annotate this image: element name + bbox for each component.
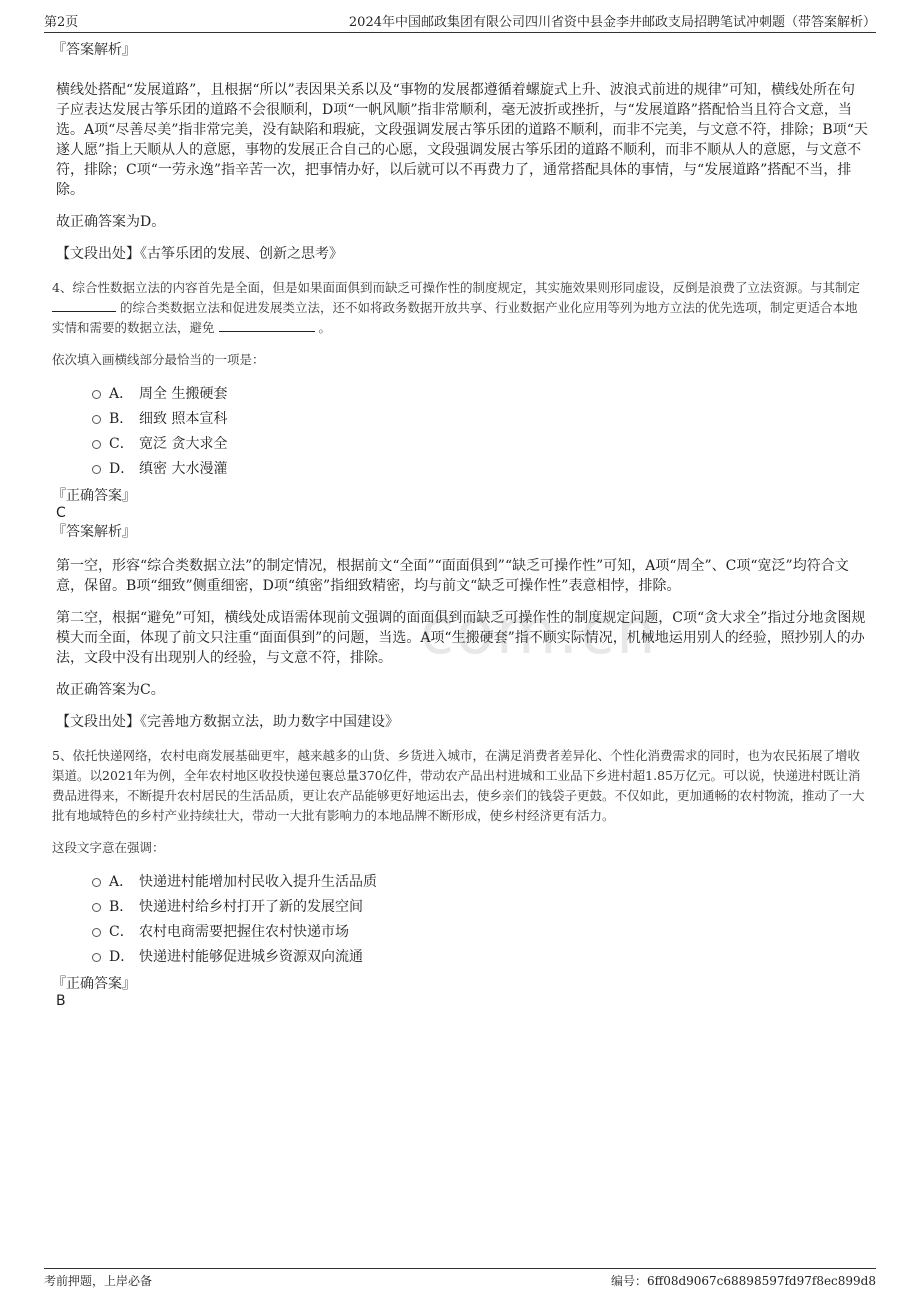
q4-option-a[interactable]: A． 周全 生搬硬套	[92, 382, 868, 407]
q4-options	[92, 382, 868, 482]
q4-stem-part2: 的综合类数据立法和促进发展类立法，还不如将政务数据开放共享、行业数据产业化应用等列为地方立法的优先选项，制定更适合本地实情和需要的数据立法，避免	[52, 300, 858, 335]
q4-option-b[interactable]: B． 细致 照本宣科	[92, 407, 868, 432]
q5-stem: 5、依托快递网络，农村电商发展基础更牢，越来越多的山货、乡货进入城市，在满足消费者差异化、个性化消费需求的同时，也为农民拓展了增收渠道。以2021年为例，全年农村地区收投快递包裹总量370亿件，带动农产品出村进城和工业品下乡进村超1.85万亿元。可以说，快递进村既让消费品进得来，不断提升农村居民的生活品质，更让农产品能够更好地运出去，使乡亲们的钱袋子更鼓。不仅如此，更加通畅的农村物流，推动了一大批有地域特色的乡村产业持续壮大，带动一大批有影响力的本地品牌不断形成，使乡村经济更有活力。	[52, 748, 865, 823]
q4-stem	[52, 278, 868, 338]
q5-option-a[interactable]: A． 快递进村能增加村民收入提升生活品质	[92, 870, 868, 895]
q4-analysis-2: 第二空，根据“避免”可知，横线处成语需体现前文强调的面面俱到而缺乏可操作性的制度规定问题，C项“贪大求全”指过分地贪图规模大而全面，体现了前文只注重“面面俱到”的问题，当选。A项“生搬硬套”指不顾实际情况，机械地运用别人的经验，照抄别人的办法，文段中没有出现别人的经验，与文意不符，排除。	[56, 610, 866, 666]
q3-analysis: 横线处搭配“发展道路”，且根据“所以”表因果关系以及“事物的发展都遵循着螺旋式上升、波浪式前进的规律”可知，横线处所在句子应表达发展古筝乐团的道路不会很顺利，D项“一帆风顺”指非常顺利，毫无波折或挫折，与“发展道路”搭配恰当且符合文意，当选。A项“尽善尽美”指非常完美，没有缺陷和瑕疵，文段强调发展古筝乐团的道路不顺利，而非不完美，与文意不符，排除；B项“天遂人愿”指上天顺从人的意愿，事物的发展正合自己的心愿，文段强调发展古筝乐团的道路不顺利，而非不顺从人的意愿，与文意不符，排除；C项“一劳永逸”指辛苦一次，把事情办好，以后就可以不再费力了，通常搭配具体的事情，与“发展道路”搭配不当，排除。	[56, 82, 868, 198]
q4-prompt: 依次填入画横线部分最恰当的一项是：	[52, 352, 265, 367]
q5-answer-label: 『正确答案』	[52, 976, 136, 992]
content	[52, 40, 868, 1010]
q5-prompt: 这段文字意在强调：	[52, 840, 165, 855]
q4-source: 【文段出处】《完善地方数据立法，助力数字中国建设》	[56, 714, 399, 730]
q5-option-b[interactable]: B． 快递进村给乡村打开了新的发展空间	[92, 895, 868, 920]
radio-icon[interactable]	[92, 390, 101, 399]
radio-icon[interactable]	[92, 415, 101, 424]
q5-answer: B	[56, 993, 66, 1009]
page-header	[44, 10, 876, 33]
radio-icon[interactable]	[92, 903, 101, 912]
q5-options	[92, 870, 868, 970]
q4-stem-part3: 。	[318, 320, 331, 335]
radio-icon[interactable]	[92, 440, 101, 449]
q4-option-d[interactable]: D． 缜密 大水漫灌	[92, 457, 868, 482]
q4-answer-label: 『正确答案』	[52, 488, 136, 504]
q4-conclusion: 故正确答案为C。	[56, 682, 165, 698]
q4-analysis-label: 『答案解析』	[52, 524, 136, 540]
q4-stem-part1: 4、综合性数据立法的内容首先是全面，但是如果面面俱到而缺乏可操作性的制度规定，其实施效果则形同虚设，反倒是浪费了立法资源。与其制定	[52, 280, 860, 295]
radio-icon[interactable]	[92, 928, 101, 937]
radio-icon[interactable]	[92, 953, 101, 962]
q4-analysis-1: 第一空，形容“综合类数据立法”的制定情况，根据前文“全面”“面面俱到”“缺乏可操作性”可知，A项“周全”、C项“宽泛”均符合文意，保留。B项“细致”侧重细密，D项“缜密”指细致精密，均与前文“缺乏可操作性”表意相悖，排除。	[56, 558, 849, 594]
document-title: 2024年中国邮政集团有限公司四川省资中县金李井邮政支局招聘笔试冲刺题（带答案解析）	[348, 15, 876, 30]
q4-answer: C	[56, 505, 66, 521]
document-code: 编号：6ff08d9067c68898597fd97f8ec899d8	[611, 1273, 876, 1288]
page-footer	[44, 1268, 876, 1291]
radio-icon[interactable]	[92, 878, 101, 887]
watermark: com.cn	[420, 595, 658, 668]
q4-blank-1	[52, 299, 116, 312]
q3-conclusion: 故正确答案为D。	[56, 214, 166, 230]
footer-slogan: 考前押题，上岸必备	[44, 1273, 153, 1288]
q3-analysis-label: 『答案解析』	[52, 42, 136, 58]
radio-icon[interactable]	[92, 465, 101, 474]
q3-source: 【文段出处】《古筝乐团的发展、创新之思考》	[56, 246, 343, 262]
q4-option-c[interactable]: C． 宽泛 贪大求全	[92, 432, 868, 457]
q5-option-c[interactable]: C． 农村电商需要把握住农村快递市场	[92, 920, 868, 945]
q5-option-d[interactable]: D． 快递进村能够促进城乡资源双向流通	[92, 945, 868, 970]
q4-blank-2	[219, 319, 315, 332]
page-number: 第2页	[44, 15, 79, 30]
